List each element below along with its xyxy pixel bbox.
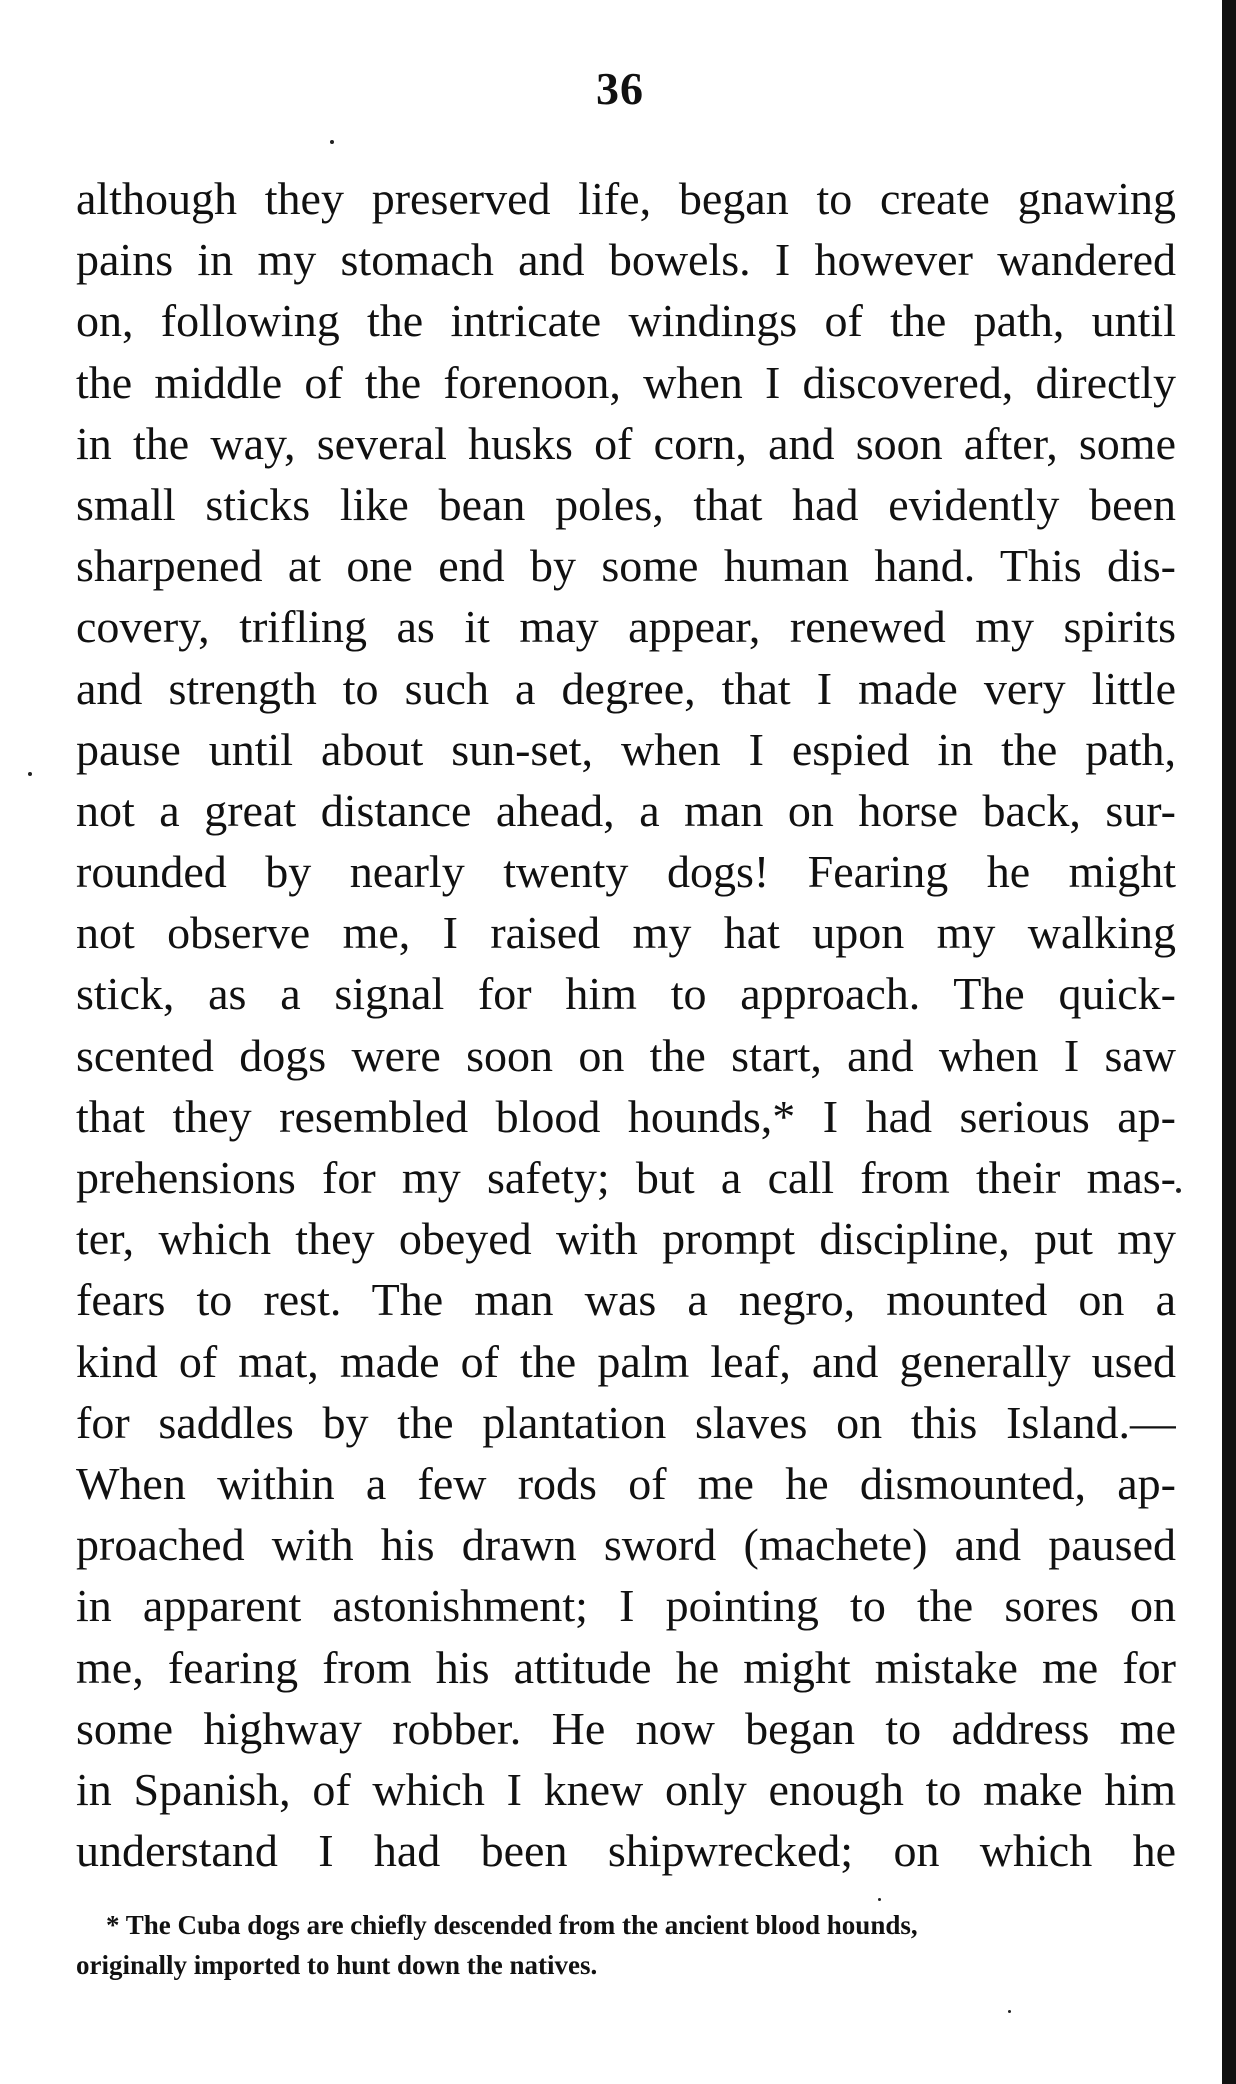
text-line: the middle of the forenoon, when I discovered, directly xyxy=(76,356,1176,408)
footnote xyxy=(76,1905,1176,1985)
text-line: in the way, several husks of corn, and soon after, some xyxy=(76,417,1176,469)
print-speck xyxy=(878,1898,881,1901)
footnote-line: * The Cuba dogs are chiefly descended from the ancient blood hounds, xyxy=(106,1910,918,1940)
print-speck xyxy=(1176,1188,1181,1193)
text-line: stick, as a signal for him to approach. The quick- xyxy=(76,968,1176,1020)
text-line: not observe me, I raised my hat upon my walking xyxy=(76,907,1176,959)
text-line: although they preserved life, began to create gnawing xyxy=(76,173,1176,224)
text-line: prehensions for my safety; but a call from their mas- xyxy=(76,1152,1176,1203)
text-line: kind of mat, made of the palm leaf, and generally used xyxy=(76,1335,1176,1387)
text-line: and strength to such a degree, that I made very little xyxy=(76,662,1176,714)
text-line: scented dogs were soon on the start, and when I saw xyxy=(76,1029,1176,1081)
text-line: fears to rest. The man was a negro, mounted on a xyxy=(76,1274,1176,1326)
page-number: 36 xyxy=(596,63,644,114)
text-line: small sticks like bean poles, that had evidently been xyxy=(76,478,1176,530)
text-line: proached with his drawn sword (machete) and paused xyxy=(76,1519,1176,1571)
footnote-line: originally imported to hunt down the natives. xyxy=(76,1950,598,1980)
text-line: When within a few rods of me he dismounted, ap- xyxy=(76,1457,1176,1509)
print-speck xyxy=(330,140,334,144)
body-text xyxy=(76,168,1176,1881)
text-line: sharpened at one end by some human hand. This dis- xyxy=(76,540,1176,592)
text-line: pains in my stomach and bowels. I however wandered xyxy=(76,234,1176,286)
text-line: pause until about sun-set, when I espied in the path, xyxy=(76,723,1176,775)
text-line: covery, trifling as it may appear, renewed my spirits xyxy=(76,601,1176,653)
text-line: understand I had been shipwrecked; on which he xyxy=(76,1825,1176,1877)
page-edge-rule xyxy=(1222,0,1236,2084)
text-line: rounded by nearly twenty dogs! Fearing he might xyxy=(76,846,1176,898)
text-line: not a great distance ahead, a man on horse back, sur- xyxy=(76,784,1176,836)
text-line: on, following the intricate windings of the path, until xyxy=(76,295,1176,347)
text-line: for saddles by the plantation slaves on this Island.— xyxy=(76,1396,1176,1448)
text-line: me, fearing from his attitude he might mistake me for xyxy=(76,1641,1176,1693)
text-line: that they resembled blood hounds,* I had serious ap- xyxy=(76,1090,1176,1142)
print-speck xyxy=(1008,2010,1011,2013)
text-line: in Spanish, of which I knew only enough to make him xyxy=(76,1763,1176,1815)
text-line: ter, which they obeyed with prompt discipline, put my xyxy=(76,1213,1176,1265)
text-line: in apparent astonishment; I pointing to the sores on xyxy=(76,1580,1176,1632)
print-speck xyxy=(28,772,32,776)
text-line: some highway robber. He now began to address me xyxy=(76,1702,1176,1754)
